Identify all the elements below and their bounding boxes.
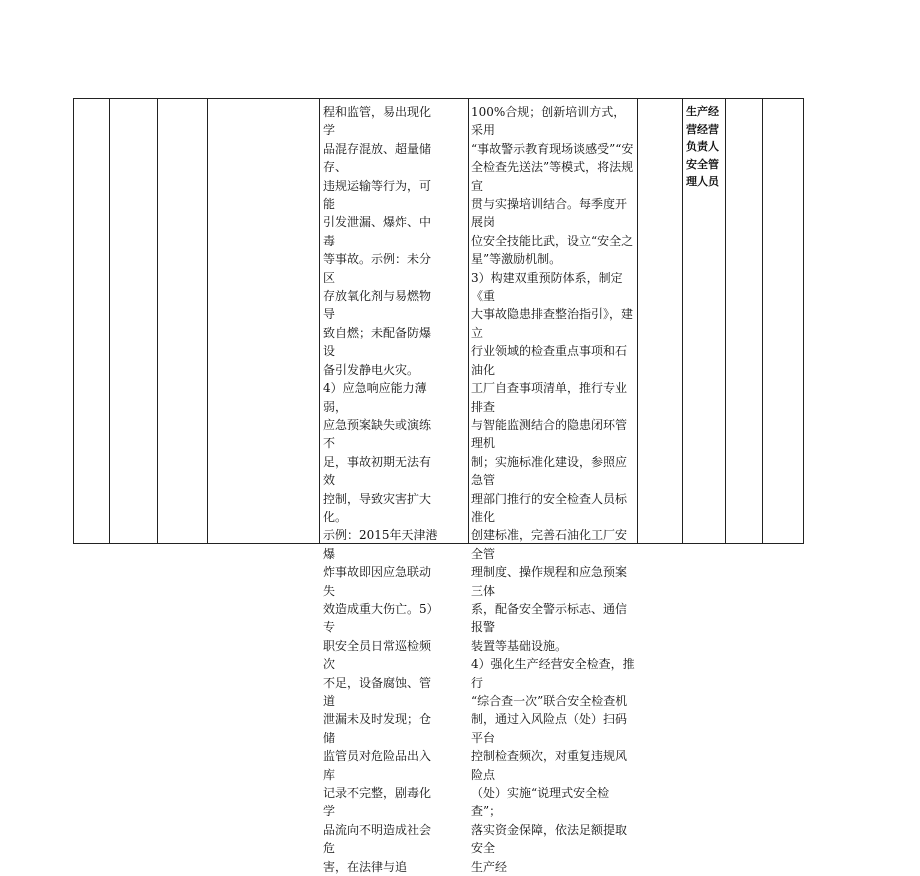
control-measures-cell: 100%合规；创新培训方式，采用 “事故警示教育现场谈感受”“安 全检查先送法”等模式，将法规宣 贯与实操培训结合。每季度开展岗 位安全技能比武，设立“安全之 星”等激励机制。 3）构建双重预防体系，制定《重 大事故隐患排查整治指引》，建立 行业领域的检查重点事项和石油化 工厂自查事项清单，推行专业排查 与智能监测结合的隐患闭环管理机 制；实施标准化建设，参照应急管 理部门推行的安全检查人员标准化 创建标准，完善石油化工厂安全管 理制度、操作规程和应急预案三体 系，配备安全警示标志、通信报警 装置等基础设施。 4）强化生产经营安全检查，推行 “综合查一次”联合安全检查机 制，通过入风险点（处）扫码平台 控制检查频次，对重复违规风险点 （处）实施“说理式安全检查”； 落实资金保障，依法足额提取安全 生产经 <box>471 105 635 874</box>
column-divider <box>319 99 320 543</box>
measures-table <box>73 98 804 874</box>
column-divider <box>157 99 158 543</box>
column-divider <box>762 99 763 543</box>
column-divider <box>468 99 469 543</box>
column-divider <box>637 99 638 543</box>
responsible-person-cell: 生产经 营经营 负责人 安全管 理人员 <box>686 105 719 188</box>
column-divider <box>207 99 208 543</box>
column-divider <box>682 99 683 543</box>
risk-description-cell: 程和监管，易出现化学 品混存混放、超量储存、 违规运输等行为，可能 引发泄漏、爆炸、中毒 等事故。示例：未分区 存放氧化剂与易燃物导 致自燃；未配备防爆设 备引发静电火灾。 4）应急响应能力薄弱， 应急预案缺失或演练不 足，事故初期无法有效 控制，导致灾害扩大化。 示例：2015年天津港爆 炸事故即因应急联动失 效造成重大伤亡。5）专 职安全员日常巡检频次 不足，设备腐蚀、管道 泄漏未及时发现；仓储 监管员对危险品出入库 记录不完整，剧毒化学 品流向不明造成社会危 害，在法律与追 <box>323 105 438 874</box>
column-divider <box>109 99 110 543</box>
